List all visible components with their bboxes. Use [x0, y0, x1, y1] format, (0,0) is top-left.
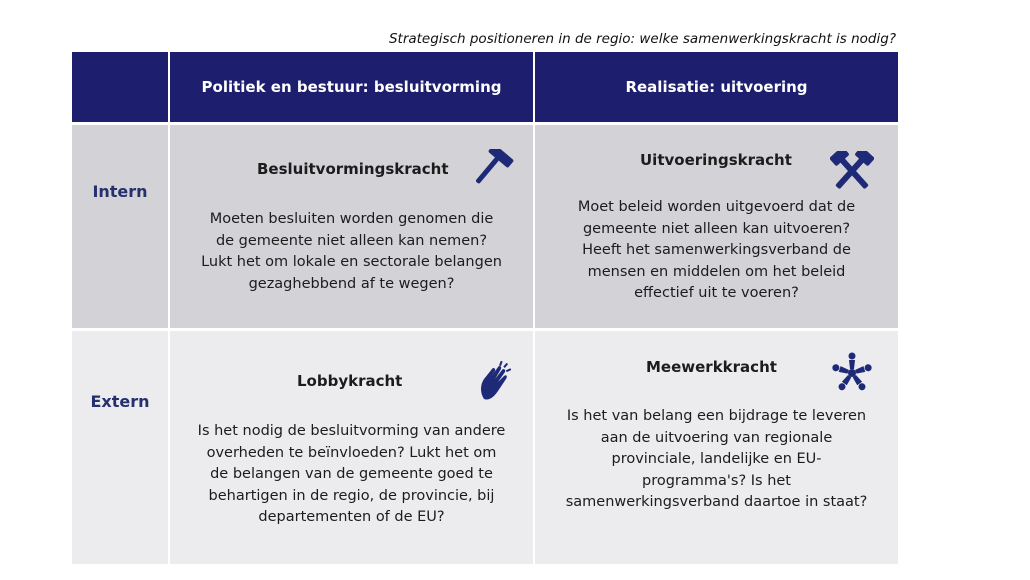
cell-title: Meewerkkracht — [646, 358, 777, 376]
cell-lobbykracht — [170, 331, 533, 564]
cell-text: Is het nodig de besluitvorming van andere overheden te beïnvloeden? Lukt het om de belangen van de gemeente goed te behartigen in de regio, de provincie, bij departementen of de EU? — [197, 423, 506, 525]
cell-text: Is het van belang een bijdrage te leveren aan de uitvoering van regionale provinciale, landelijke en EU- programma's? Is het samenwerkingsverband daartoe in staat? — [565, 408, 868, 510]
cell-uitvoeringskracht — [535, 125, 898, 328]
clapping-hands-icon — [478, 361, 512, 401]
hammer-icon — [468, 149, 514, 189]
cell-text: Moet beleid worden uitgevoerd dat de gemeente niet alleen kan uitvoeren? Heeft het samenwerkingsverband de mensen en middelen om het beleid effectief uit te voeren? — [577, 199, 856, 301]
header-politiek: Politiek en bestuur: besluitvorming — [170, 52, 533, 122]
crossed-hammers-icon — [830, 151, 874, 191]
row-label-extern: Extern — [72, 331, 168, 564]
cell-title: Uitvoeringskracht — [640, 151, 792, 169]
people-circle-icon — [829, 351, 875, 395]
row-label-intern: Intern — [72, 125, 168, 328]
caption: Strategisch positioneren in de regio: welke samenwerkingskracht is nodig? — [388, 31, 896, 47]
strategy-table — [72, 52, 894, 558]
header-realisatie: Realisatie: uitvoering — [535, 52, 898, 122]
cell-title: Lobbykracht — [297, 372, 403, 390]
cell-meewerkkracht — [535, 331, 898, 564]
cell-text: Moeten besluiten worden genomen die de gemeente niet alleen kan nemen? Lukt het om lokale en sectorale belangen gezaghebbend af te wegen? — [201, 211, 502, 292]
header-corner — [72, 52, 168, 122]
cell-besluitvormingskracht — [170, 125, 533, 328]
cell-title: Besluitvormingskracht — [257, 160, 449, 178]
